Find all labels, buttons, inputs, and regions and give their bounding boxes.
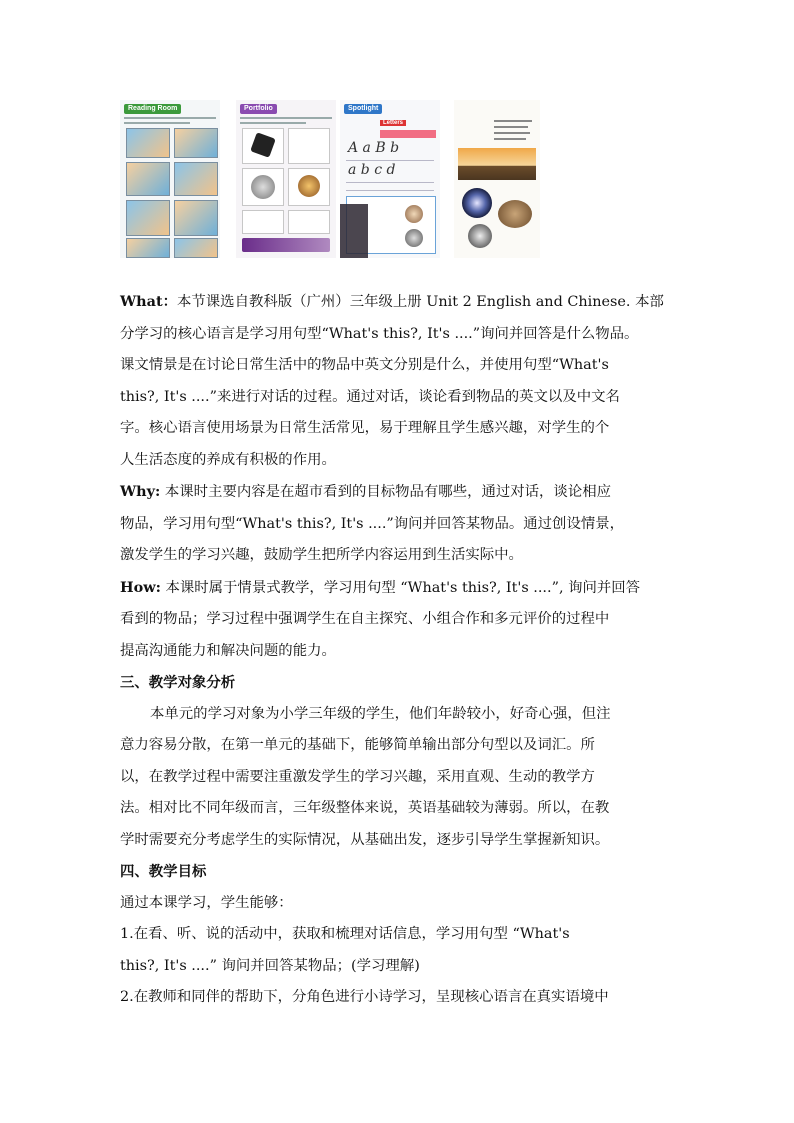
section3-line: 学时需要充分考虑学生的实际情况，从基础出发，逐步引导学生掌握新知识。 bbox=[120, 831, 610, 848]
what-line: 人生活态度的养成有积极的作用。 bbox=[120, 451, 336, 468]
writing-line bbox=[346, 190, 434, 191]
thumbnail-title: Reading Room bbox=[124, 104, 181, 114]
instruction-line bbox=[240, 117, 332, 119]
dumpling-image bbox=[405, 229, 423, 247]
how-label: How: bbox=[120, 578, 161, 596]
section3-line: 本单元的学习对象为小学三年级的学生，他们年龄较小，好奇心强，但注 bbox=[150, 705, 611, 722]
noodle-photo bbox=[498, 200, 532, 228]
what-line: this?, It's ....”来进行对话的过程。通过对话，谈论看到物品的英文以及中文名 bbox=[120, 388, 620, 405]
why-line: Why: 本课时主要内容是在超市看到的目标物品有哪些，通过对话，谈论相应 bbox=[120, 483, 611, 500]
textbook-thumbnails bbox=[118, 100, 542, 262]
thumbnail-title: Spotlight bbox=[344, 104, 382, 114]
poem-line bbox=[494, 132, 530, 134]
section-heading: 四、教学目标 bbox=[120, 863, 207, 880]
section4-intro: 通过本课学习，学生能够： bbox=[120, 894, 293, 911]
section-heading: 三、教学对象分析 bbox=[120, 674, 236, 691]
food-picture-box bbox=[288, 168, 330, 206]
document-body bbox=[120, 286, 680, 1014]
bun-image bbox=[405, 205, 423, 223]
instruction-line bbox=[124, 117, 216, 119]
chocolate-image bbox=[250, 132, 276, 158]
dumpling-image bbox=[251, 175, 275, 199]
why-label: Why: bbox=[120, 483, 161, 500]
section3-line: 法。相对比不同年级而言，三年级整体来说，英语基础较为薄弱。所以，在教 bbox=[120, 800, 610, 816]
objective-line: 1.在看、听、说的活动中，获取和梳理对话信息，学习用句型 “What's bbox=[120, 926, 570, 942]
how-line: 看到的物品；学习过程中强调学生在自主探究、小组合作和多元评价的过程中 bbox=[120, 611, 610, 627]
why-line: 激发学生的学习兴趣，鼓励学生把所学内容运用到生活实际中。 bbox=[120, 547, 523, 563]
dumpling-photo bbox=[468, 224, 492, 248]
handwriting-row: A a B b bbox=[348, 140, 400, 156]
food-picture-box bbox=[288, 210, 330, 234]
objective-line: 2.在教师和同伴的帮助下，分角色进行小诗学习，呈现核心语言在真实语境中 bbox=[120, 989, 609, 1005]
thumbnail-poem bbox=[454, 100, 540, 258]
food-picture-box bbox=[242, 128, 284, 164]
food-picture-box bbox=[242, 210, 284, 234]
what-label: What： bbox=[120, 293, 177, 310]
food-picture-box bbox=[288, 128, 330, 164]
what-line: 课文情景是在讨论日常生活中的物品中英文分别是什么，并使用句型“What's bbox=[120, 357, 609, 373]
galaxy-photo bbox=[462, 188, 492, 218]
handwriting-row: a b c d bbox=[348, 162, 396, 178]
photo-shadow bbox=[340, 204, 368, 258]
food-picture-box bbox=[242, 168, 284, 206]
comic-panel bbox=[126, 162, 170, 196]
letters-tag: Letters bbox=[380, 120, 406, 126]
portfolio-banner bbox=[242, 238, 330, 252]
poem-line bbox=[494, 138, 526, 140]
comic-panel bbox=[174, 128, 218, 158]
thumbnail-title: Portfolio bbox=[240, 104, 277, 114]
how-line: 提高沟通能力和解决问题的能力。 bbox=[120, 642, 336, 659]
poem-line bbox=[494, 120, 532, 122]
section3-line: 以，在教学过程中需要注重激发学生的学习兴趣，采用直观、生动的教学方 bbox=[120, 768, 595, 785]
comic-panel bbox=[174, 200, 218, 236]
thumbnail-spotlight bbox=[340, 100, 440, 258]
comic-panel bbox=[126, 238, 170, 258]
thumbnail-reading-room bbox=[120, 100, 220, 258]
hamburger-image bbox=[298, 175, 320, 197]
why-line: 物品，学习用句型“What's this?, It's ....”询问并回答某物品。通过创设情景， bbox=[120, 515, 625, 532]
comic-panel bbox=[126, 128, 170, 158]
comic-panel bbox=[174, 162, 218, 196]
writing-line bbox=[346, 182, 434, 183]
what-line: What：本节课选自教科版（广州）三年级上册 Unit 2 English and Chinese. 本部 bbox=[120, 293, 664, 310]
poem-line bbox=[494, 126, 528, 128]
instruction-line bbox=[240, 122, 306, 124]
section3-line: 意力容易分散，在第一单元的基础下，能够简单输出部分句型以及词汇。所 bbox=[120, 737, 595, 753]
comic-panel bbox=[174, 238, 218, 258]
what-line: 分学习的核心语言是学习用句型“What's this?, It's ....”询问并回答是什么物品。 bbox=[120, 325, 639, 342]
instruction-line bbox=[124, 122, 190, 124]
how-line: How: 本课时属于情景式教学，学习用句型 “What's this?, It's ....”, 询问并回答 bbox=[120, 578, 641, 596]
objective-line: this?, It's ....” 询问并回答某物品；(学习理解) bbox=[120, 957, 420, 974]
comic-panel bbox=[126, 200, 170, 236]
letter-strip bbox=[380, 130, 436, 138]
writing-line bbox=[346, 160, 434, 161]
thumbnail-portfolio bbox=[236, 100, 336, 258]
what-line: 字。核心语言使用场景为日常生活常见，易于理解且学生感兴趣，对学生的个 bbox=[120, 420, 610, 436]
sunset-photo bbox=[458, 148, 536, 180]
